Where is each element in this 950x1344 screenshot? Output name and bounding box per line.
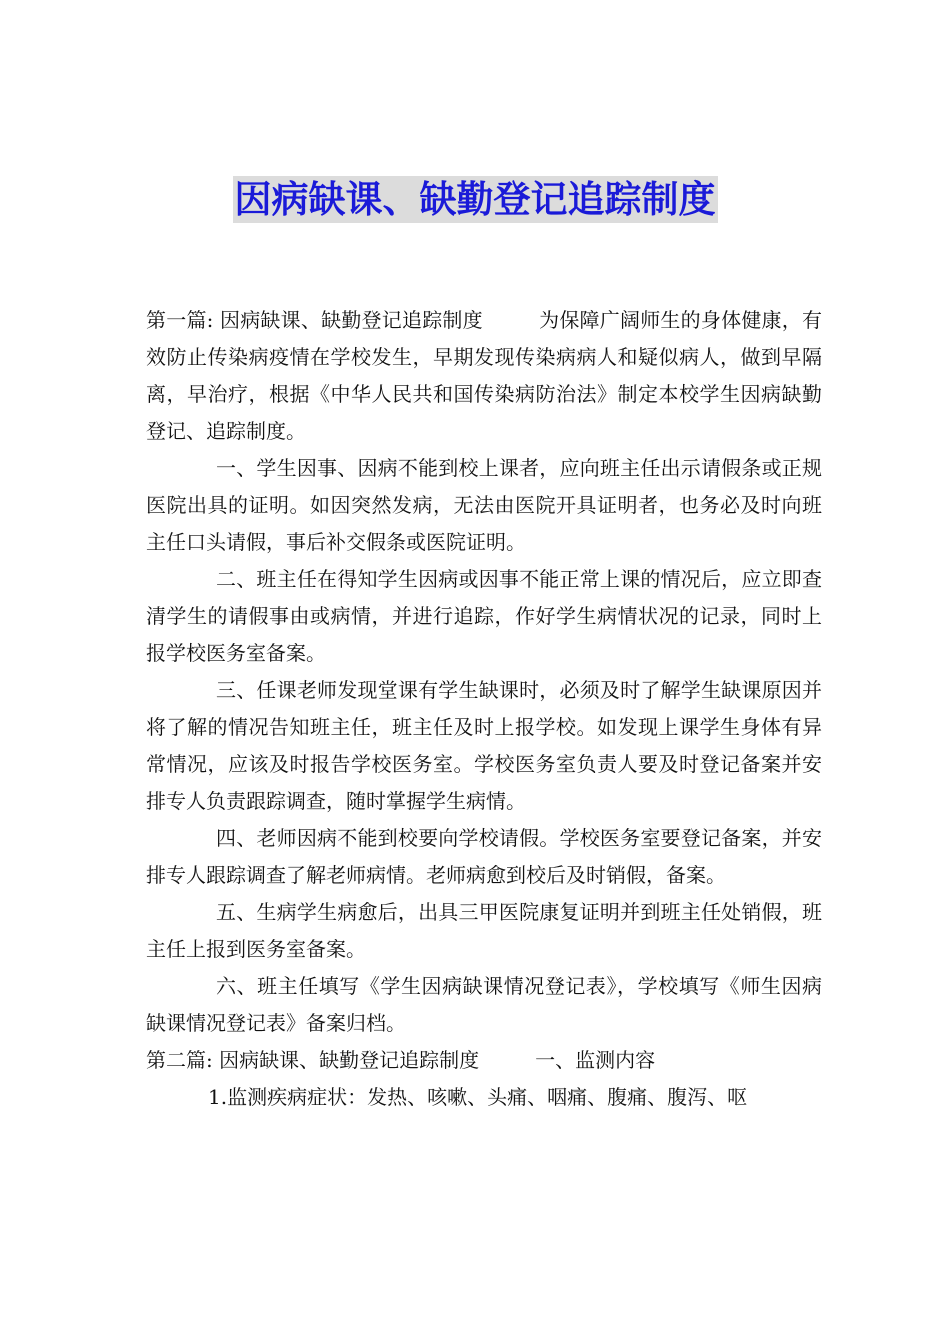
document-body (146, 302, 822, 1116)
paragraph-item-1: 一、学生因事、因病不能到校上课者，应向班主任出示请假条或正规医院出具的证明。如因突然发病，无法由医院开具证明者，也务必及时向班主任口头请假，事后补交假条或医院证明。 (146, 456, 822, 554)
paragraph-item-4: 四、老师因病不能到校要向学校请假。学校医务室要登记备案，并安排专人跟踪调查了解老师病情。老师病愈到校后及时销假，备案。 (146, 826, 822, 887)
part2-item-1: 1.监测疾病症状：发热、咳嗽、头痛、咽痛、腹痛、腹泻、呕 (208, 1085, 748, 1109)
part2-subheading: 一、监测内容 (535, 1048, 656, 1072)
document-title (0, 170, 950, 230)
paragraph-item-5: 五、生病学生病愈后，出具三甲医院康复证明并到班主任处销假，班主任上报到医务室备案。 (146, 900, 822, 961)
document-title-text: 因病缺课、缺勤登记追踪制度 (234, 178, 716, 221)
paragraph-item-6: 六、班主任填写《学生因病缺课情况登记表》，学校填写《师生因病缺课情况登记表》备案归档。 (146, 974, 822, 1035)
paragraph-item-2: 二、班主任在得知学生因病或因事不能正常上课的情况后，应立即查清学生的请假事由或病情，并进行追踪，作好学生病情状况的记录，同时上报学校医务室备案。 (146, 567, 822, 665)
part2-heading: 第二篇: 因病缺课、缺勤登记追踪制度 (146, 1048, 480, 1072)
part2-heading-line (146, 1042, 822, 1079)
part1-heading: 第一篇: 因病缺课、缺勤登记追踪制度 (146, 308, 483, 332)
paragraph-item-3: 三、任课老师发现堂课有学生缺课时，必须及时了解学生缺课原因并将了解的情况告知班主任，班主任及时上报学校。如发现上课学生身体有异常情况，应该及时报告学校医务室。学校医务室负责人要及时登记备案并安排专人负责跟踪调查，随时掌握学生病情。 (146, 678, 822, 813)
part1-intro-text: 为保障广阔师生的身体健康，有效防止传染病疫情在学校发生，早期发现传染病病人和疑似病人，做到早隔离，早治疗，根据《中华人民共和国传染病防治法》制定本校学生因病缺勤登记、追踪制度。 (146, 308, 822, 443)
paragraph-intro (146, 302, 822, 450)
